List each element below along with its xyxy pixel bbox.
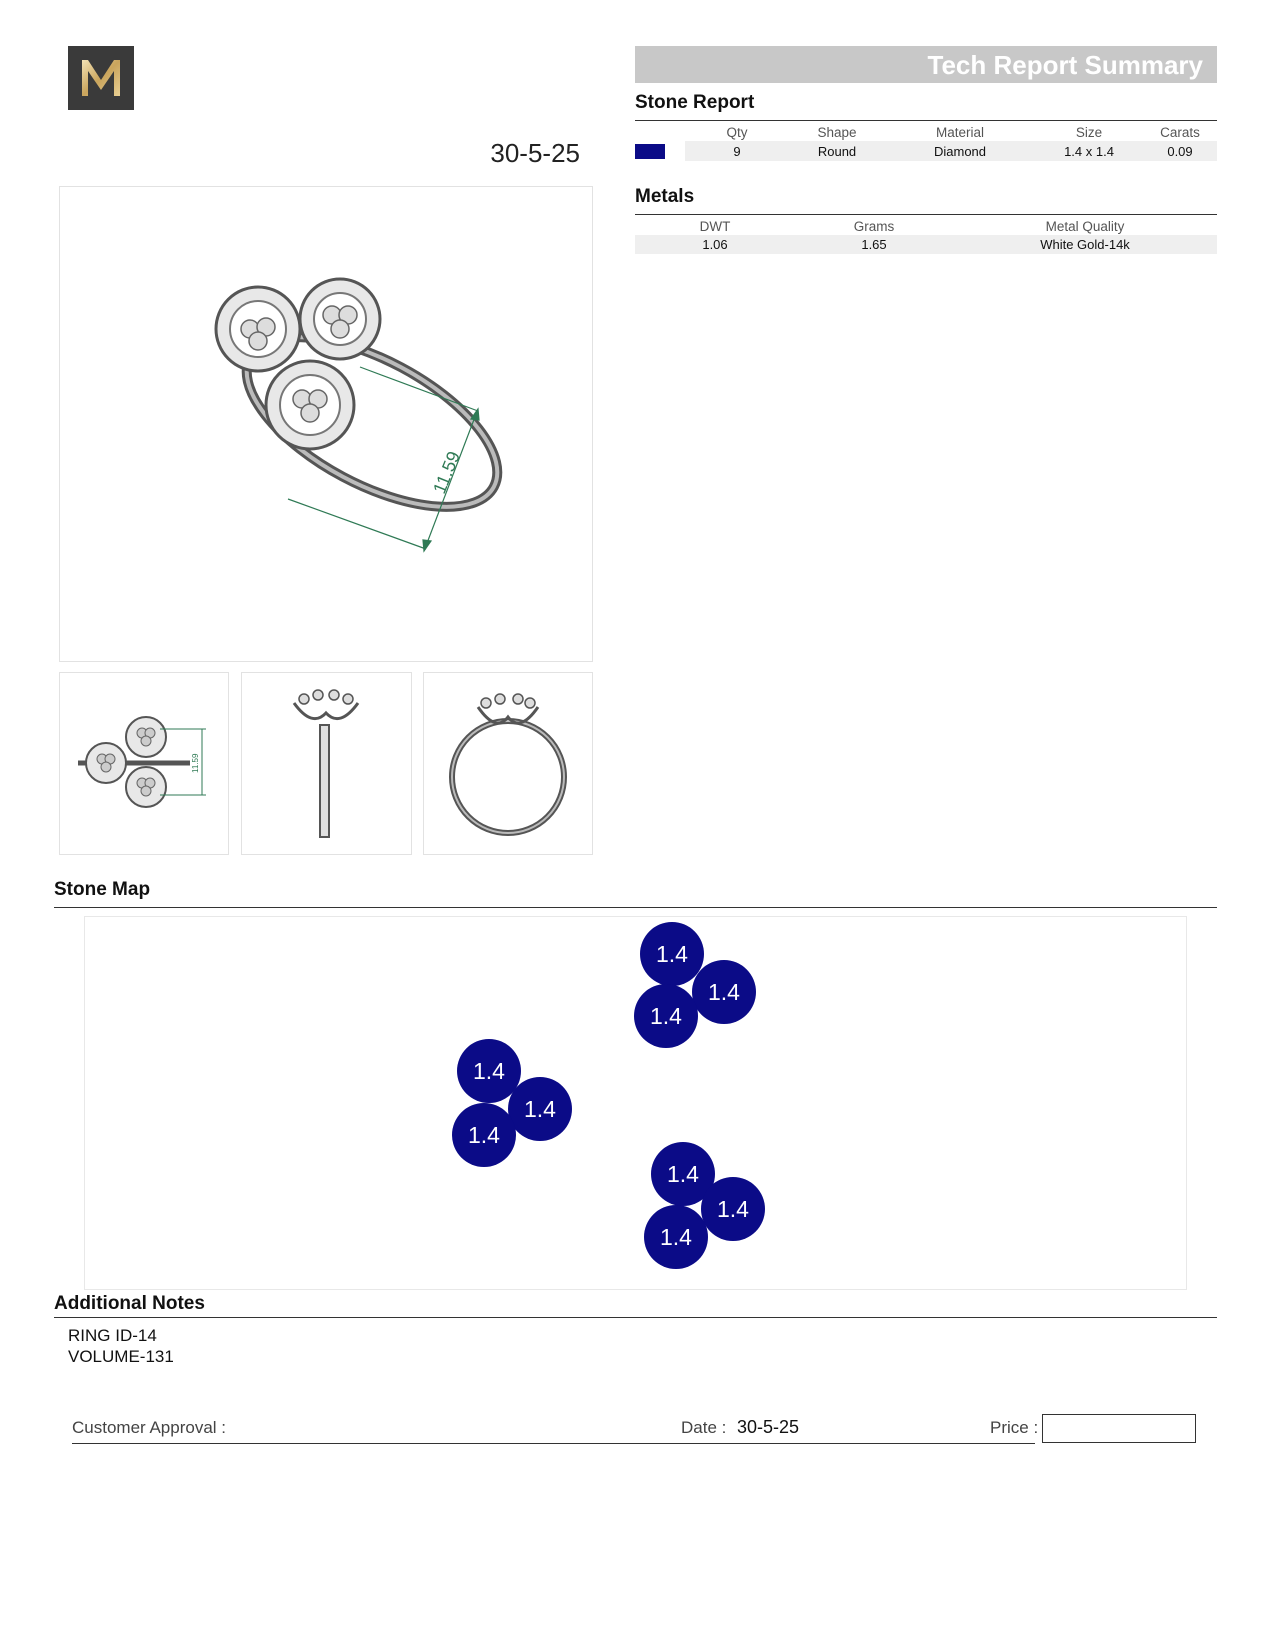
note-line: VOLUME-131 — [68, 1347, 174, 1366]
stone-report-table — [635, 122, 1217, 161]
ring-perspective-render — [59, 186, 593, 662]
table-row — [635, 141, 1217, 161]
stone-carats: 0.09 — [1143, 141, 1217, 161]
stone-marker — [634, 984, 698, 1048]
stone-color-swatch — [635, 144, 665, 159]
stone-map-canvas — [85, 917, 1188, 1291]
column-header: Size — [1075, 125, 1103, 140]
stone-marker — [452, 1103, 516, 1167]
column-header: Metal Quality — [1045, 219, 1125, 234]
note-line: RING ID-14 — [68, 1326, 157, 1345]
stone-table-header — [635, 122, 1217, 141]
stone-size-label: 1.4 — [667, 1161, 699, 1187]
metals-table-header — [635, 216, 1217, 235]
stone-size-label: 1.4 — [660, 1224, 692, 1250]
customer-approval-label: Customer Approval : — [72, 1418, 227, 1437]
thumb-dimension-label: 11.59 — [191, 753, 200, 773]
dimension-label: 11.59 — [429, 448, 465, 497]
signature-line[interactable] — [72, 1443, 1035, 1444]
column-header: Material — [935, 125, 984, 140]
ring-side-view-illustration — [242, 673, 413, 856]
stone-size-label: 1.4 — [708, 979, 740, 1005]
stone-map-title: Stone Map — [54, 879, 151, 900]
ring-top-view-illustration — [60, 673, 230, 856]
stone-marker — [701, 1177, 765, 1241]
brand-logo — [68, 46, 134, 110]
metal-grams: 1.65 — [795, 235, 953, 254]
ring-perspective-illustration — [60, 187, 594, 663]
logo-m-icon — [68, 46, 134, 110]
column-header: Shape — [817, 125, 857, 140]
column-header: Grams — [853, 219, 895, 234]
stone-qty: 9 — [685, 141, 789, 161]
stone-report-title: Stone Report — [635, 92, 755, 113]
stone-map-divider — [54, 907, 1217, 908]
report-banner — [635, 46, 1217, 83]
metal-quality: White Gold-14k — [953, 235, 1217, 254]
report-title: Tech Report Summary — [927, 50, 1203, 80]
stone-size-label: 1.4 — [473, 1058, 505, 1084]
stone-size: 1.4 x 1.4 — [1035, 141, 1143, 161]
notes-divider — [54, 1317, 1217, 1318]
column-header: Carats — [1160, 125, 1200, 140]
order-date: 30-5-25 — [490, 138, 580, 168]
metals-table — [635, 216, 1217, 254]
stone-marker — [692, 960, 756, 1024]
stone-marker — [644, 1205, 708, 1269]
price-field[interactable] — [1042, 1414, 1196, 1443]
stone-shape: Round — [789, 141, 885, 161]
stone-marker — [457, 1039, 521, 1103]
column-header: Qty — [726, 125, 748, 140]
stone-size-label: 1.4 — [468, 1122, 500, 1148]
ring-top-view-render — [59, 672, 229, 855]
stone-material: Diamond — [885, 141, 1035, 161]
metal-dwt: 1.06 — [635, 235, 795, 254]
stone-size-label: 1.4 — [524, 1096, 556, 1122]
approval-date-label: Date : — [681, 1418, 727, 1437]
approval-date-value: 30-5-25 — [737, 1417, 800, 1437]
stone-marker — [508, 1077, 572, 1141]
metals-title: Metals — [635, 186, 695, 207]
stone-map — [84, 916, 1187, 1290]
notes-title: Additional Notes — [54, 1293, 205, 1314]
ring-front-view-render — [423, 672, 593, 855]
ring-side-view-render — [241, 672, 412, 855]
price-label: Price : — [990, 1418, 1039, 1437]
stone-size-label: 1.4 — [656, 941, 688, 967]
stone-marker — [640, 922, 704, 986]
table-row — [635, 235, 1217, 254]
stone-size-label: 1.4 — [717, 1196, 749, 1222]
ring-front-view-illustration — [424, 673, 594, 856]
column-header: DWT — [699, 219, 731, 234]
stone-report-divider — [635, 120, 1217, 121]
stone-size-label: 1.4 — [650, 1003, 682, 1029]
metals-divider — [635, 214, 1217, 215]
